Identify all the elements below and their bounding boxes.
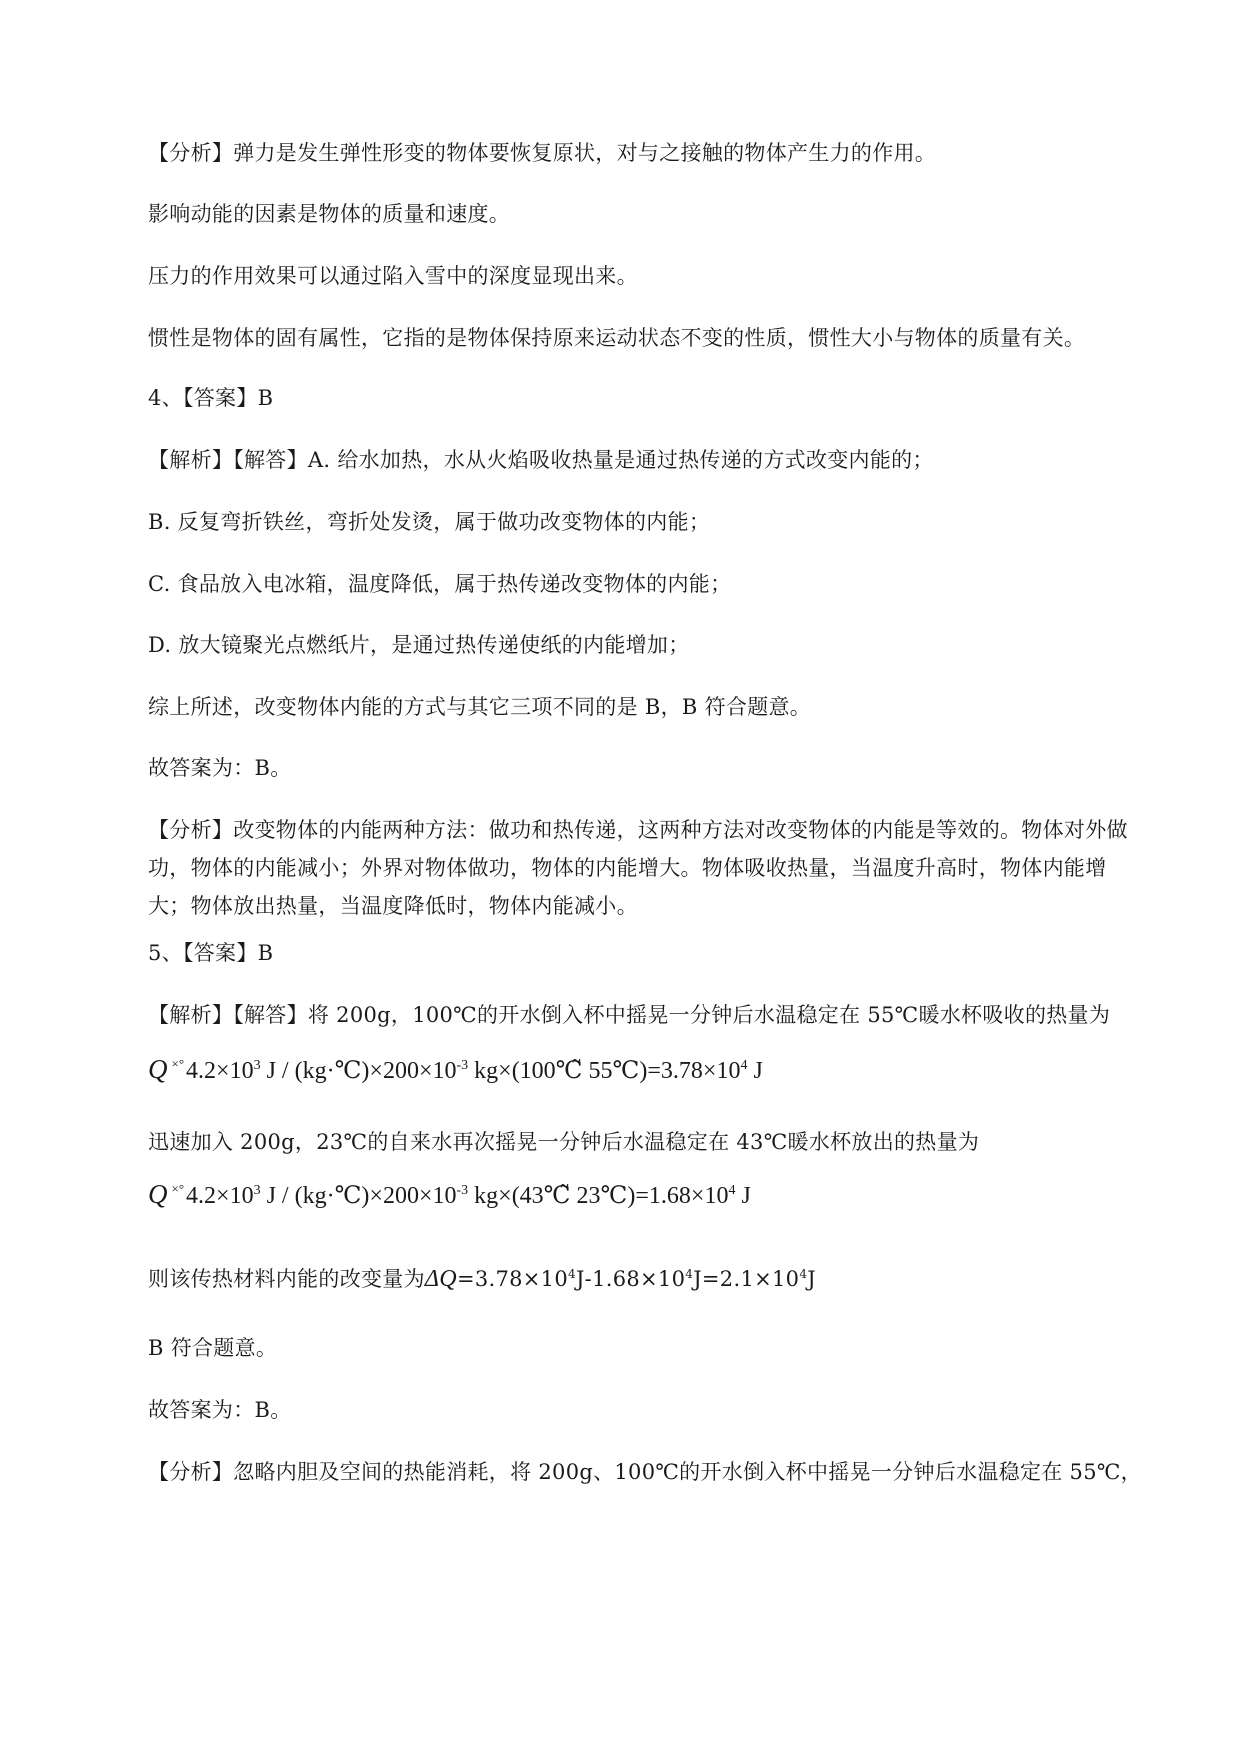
solution-4-b: B. 反复弯折铁丝，弯折处发烫，属于做功改变物体的内能； [148, 510, 711, 534]
formula-mark: ×° [171, 1056, 185, 1071]
solution-5-conclusion: B 符合题意。 [148, 1336, 278, 1360]
final-answer-5: 故答案为：B。 [148, 1398, 292, 1422]
analysis-inertia: 惯性是物体的固有属性，它指的是物体保持原来运动状态不变的性质，惯性大小与物体的质量有关。 [148, 326, 1086, 350]
answer-4: 4、【答案】B [148, 386, 274, 410]
solution-4-d: D. 放大镜聚光点燃纸片，是通过热传递使纸的内能增加； [148, 633, 690, 657]
answer-5: 5、【答案】B [148, 941, 274, 965]
solution-5-change: 则该传热材料内能的改变量为$\Delta Q=3.78\times 10^4J-1.68\times 10^4J=2.1\times 10^4J$ [148, 1266, 816, 1292]
final-answer-4: 故答案为：B。 [148, 756, 292, 780]
analysis-kinetic-energy: 影响动能的因素是物体的质量和速度。 [148, 202, 511, 226]
solution-5-step1: 【解析】【解答】将 200g，100℃的开水倒入杯中摇晃一分钟后水温稳定在 55℃暖水杯吸收的热量为 [148, 1003, 1111, 1027]
solution-4-c: C. 食品放入电冰箱，温度降低，属于热传递改变物体的内能； [148, 572, 732, 596]
formula-symbol: Q [148, 1054, 168, 1084]
formula-heat-released: Q $^{\times^\circ}4.2\times 10^3$ $J / (kg\cdot℃)\times 200\times 10^{-3}$ kg×(43℃̃ $23℃)=1.68\times 10^4$ J [148, 1179, 751, 1209]
solution-4-a: 【解析】【解答】A. 给水加热，水从火焰吸收热量是通过热传递的方式改变内能的； [148, 448, 934, 472]
solution-4-summary: 综上所述，改变物体内能的方式与其它三项不同的是 B，B 符合题意。 [148, 695, 812, 719]
formula-heat-absorbed: Q $^{\times^\circ}4.2\times 10^3$ $J / (kg\cdot℃)\times 200\times 10^{-3}$ kg×(100℃̃ $55℃)=3.78\times 10^4$ J [148, 1054, 763, 1084]
analysis-internal-energy: 【分析】改变物体的内能两种方法：做功和热传递，这两种方法对改变物体的内能是等效的。物体对外做功，物体的内能减小；外界对物体做功，物体的内能增大。物体吸收热量，当温度升高时，物体内能增大；物体放出热量，当温度降低时，物体内能减小。 [148, 818, 1128, 918]
formula-mark: ×° [171, 1181, 185, 1196]
delta-q-symbol: ΔQ [424, 1266, 457, 1292]
formula-symbol: Q [148, 1179, 168, 1209]
analysis-5: 【分析】忽略内胆及空间的热能消耗，将 200g、100℃的开水倒入杯中摇晃一分钟后水温稳定在 55℃， [148, 1460, 1142, 1484]
solution-5-step2: 迅速加入 200g，23℃的自来水再次摇晃一分钟后水温稳定在 43℃暖水杯放出的热量为 [148, 1130, 980, 1154]
analysis-elastic-force: 【分析】弹力是发生弹性形变的物体要恢复原状，对与之接触的物体产生力的作用。 [148, 141, 937, 165]
analysis-pressure: 压力的作用效果可以通过陷入雪中的深度显现出来。 [148, 264, 638, 288]
